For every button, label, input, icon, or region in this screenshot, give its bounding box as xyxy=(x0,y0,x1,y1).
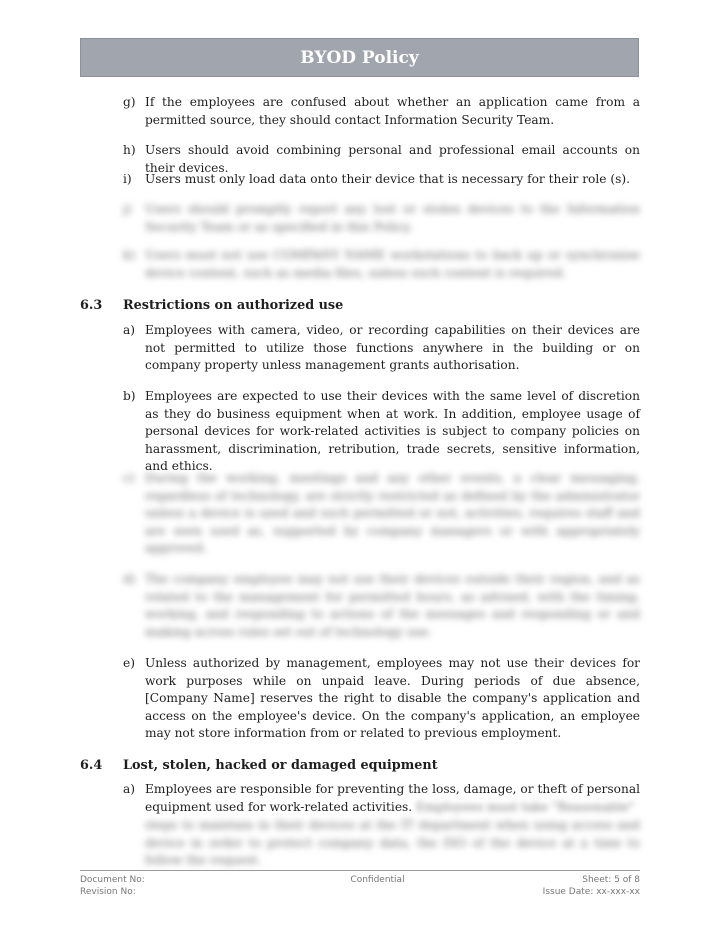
list-item-text: Employees are expected to use their devices with the same level of discretion as they do business equipment when at work. In addition, employee usage of personal devices for work-related activities is subject to company policies on harassment, discrimination, retribution, trade secrets, sensitive information, and ethics. xyxy=(145,389,640,474)
sheet-number: Sheet: 5 of 8 xyxy=(582,875,640,885)
confidential-label: Confidential xyxy=(350,875,405,885)
section-number: 6.4 xyxy=(80,758,103,773)
document-header xyxy=(80,38,639,77)
list-item-continuation xyxy=(123,799,640,817)
list-marker: a) xyxy=(123,782,136,796)
list-item-text: Employees are responsible for preventing the loss, damage, or theft of personal xyxy=(145,782,640,796)
list-item xyxy=(123,655,640,743)
revision-number-label: Revision No: xyxy=(80,887,136,897)
footer-divider xyxy=(80,870,640,871)
list-item xyxy=(123,322,640,375)
redacted-list-item: c) During the working, meetings and any other events, a clear messaging, regardless of technology, are strictly restricted as defined by the administrator unless a device is used and such permitted or not, activities, requires staff and are seen used as, supported by company managers or with appropriately approved. xyxy=(123,471,640,556)
list-item-text: Unless authorized by management, employees may not use their devices for work purposes while on unpaid leave. During periods of due absence, [Company Name] reserves the right to disable the company's application and access on the employee's device. On the company's application, an employee may not store information from or related to previous employment. xyxy=(145,656,640,741)
list-item-text: Employees with camera, video, or recording capabilities on their devices are not permitted to utilize those functions anywhere in the building or on company property unless management grants authorisation. xyxy=(145,323,640,373)
list-marker: e) xyxy=(123,656,135,670)
issue-date: Issue Date: xx-xxx-xx xyxy=(542,887,640,897)
document-title: BYOD Policy xyxy=(300,47,419,68)
redacted-list-item: j) Users should promptly report any lost or stolen devices to the Information Security Team or as specified in this Policy. xyxy=(123,202,640,234)
list-item xyxy=(123,171,640,189)
redacted-list-item: k) Users must not use COMPANY NAME workstations to back up or synchronise device content, such as media files, unless such content is required. xyxy=(123,248,640,280)
redacted-text: Employees must take "Reasonable" xyxy=(416,800,635,814)
section-title: Lost, stolen, hacked or damaged equipment xyxy=(123,758,438,773)
list-item xyxy=(123,781,640,799)
list-item-text: If the employees are confused about whether an application came from a permitted source, they should contact Information Security Team. xyxy=(145,95,640,127)
redacted-list-item-text: steps to maintain in their devices at the IT department when using access and device in order to protect company data, the ISO of the device at a time to follow the request. xyxy=(145,818,640,868)
redacted-list-item: d) The company employee may not use their devices outside their region, and as related to the management for permitted hours, as advised, with the timing, working, and responding to actions of the messages and responding or and making across rules set out of technology use. xyxy=(123,572,640,639)
footer-right xyxy=(543,874,640,898)
list-item xyxy=(123,388,640,476)
footer-left xyxy=(80,874,145,898)
list-marker: h) xyxy=(123,143,136,157)
list-marker: a) xyxy=(123,323,136,337)
list-item-text: Users should avoid combining personal and professional email accounts on their devices. xyxy=(145,143,640,175)
list-marker: b) xyxy=(123,389,136,403)
list-item-text: equipment used for work-related activities. xyxy=(145,800,413,814)
list-marker: g) xyxy=(123,95,136,109)
section-title: Restrictions on authorized use xyxy=(123,298,344,313)
document-number-label: Document No: xyxy=(80,875,145,885)
list-marker: i) xyxy=(123,172,132,186)
section-number: 6.3 xyxy=(80,298,103,313)
list-item-text: Users must only load data onto their device that is necessary for their role (s). xyxy=(145,172,630,186)
list-item xyxy=(123,94,640,129)
